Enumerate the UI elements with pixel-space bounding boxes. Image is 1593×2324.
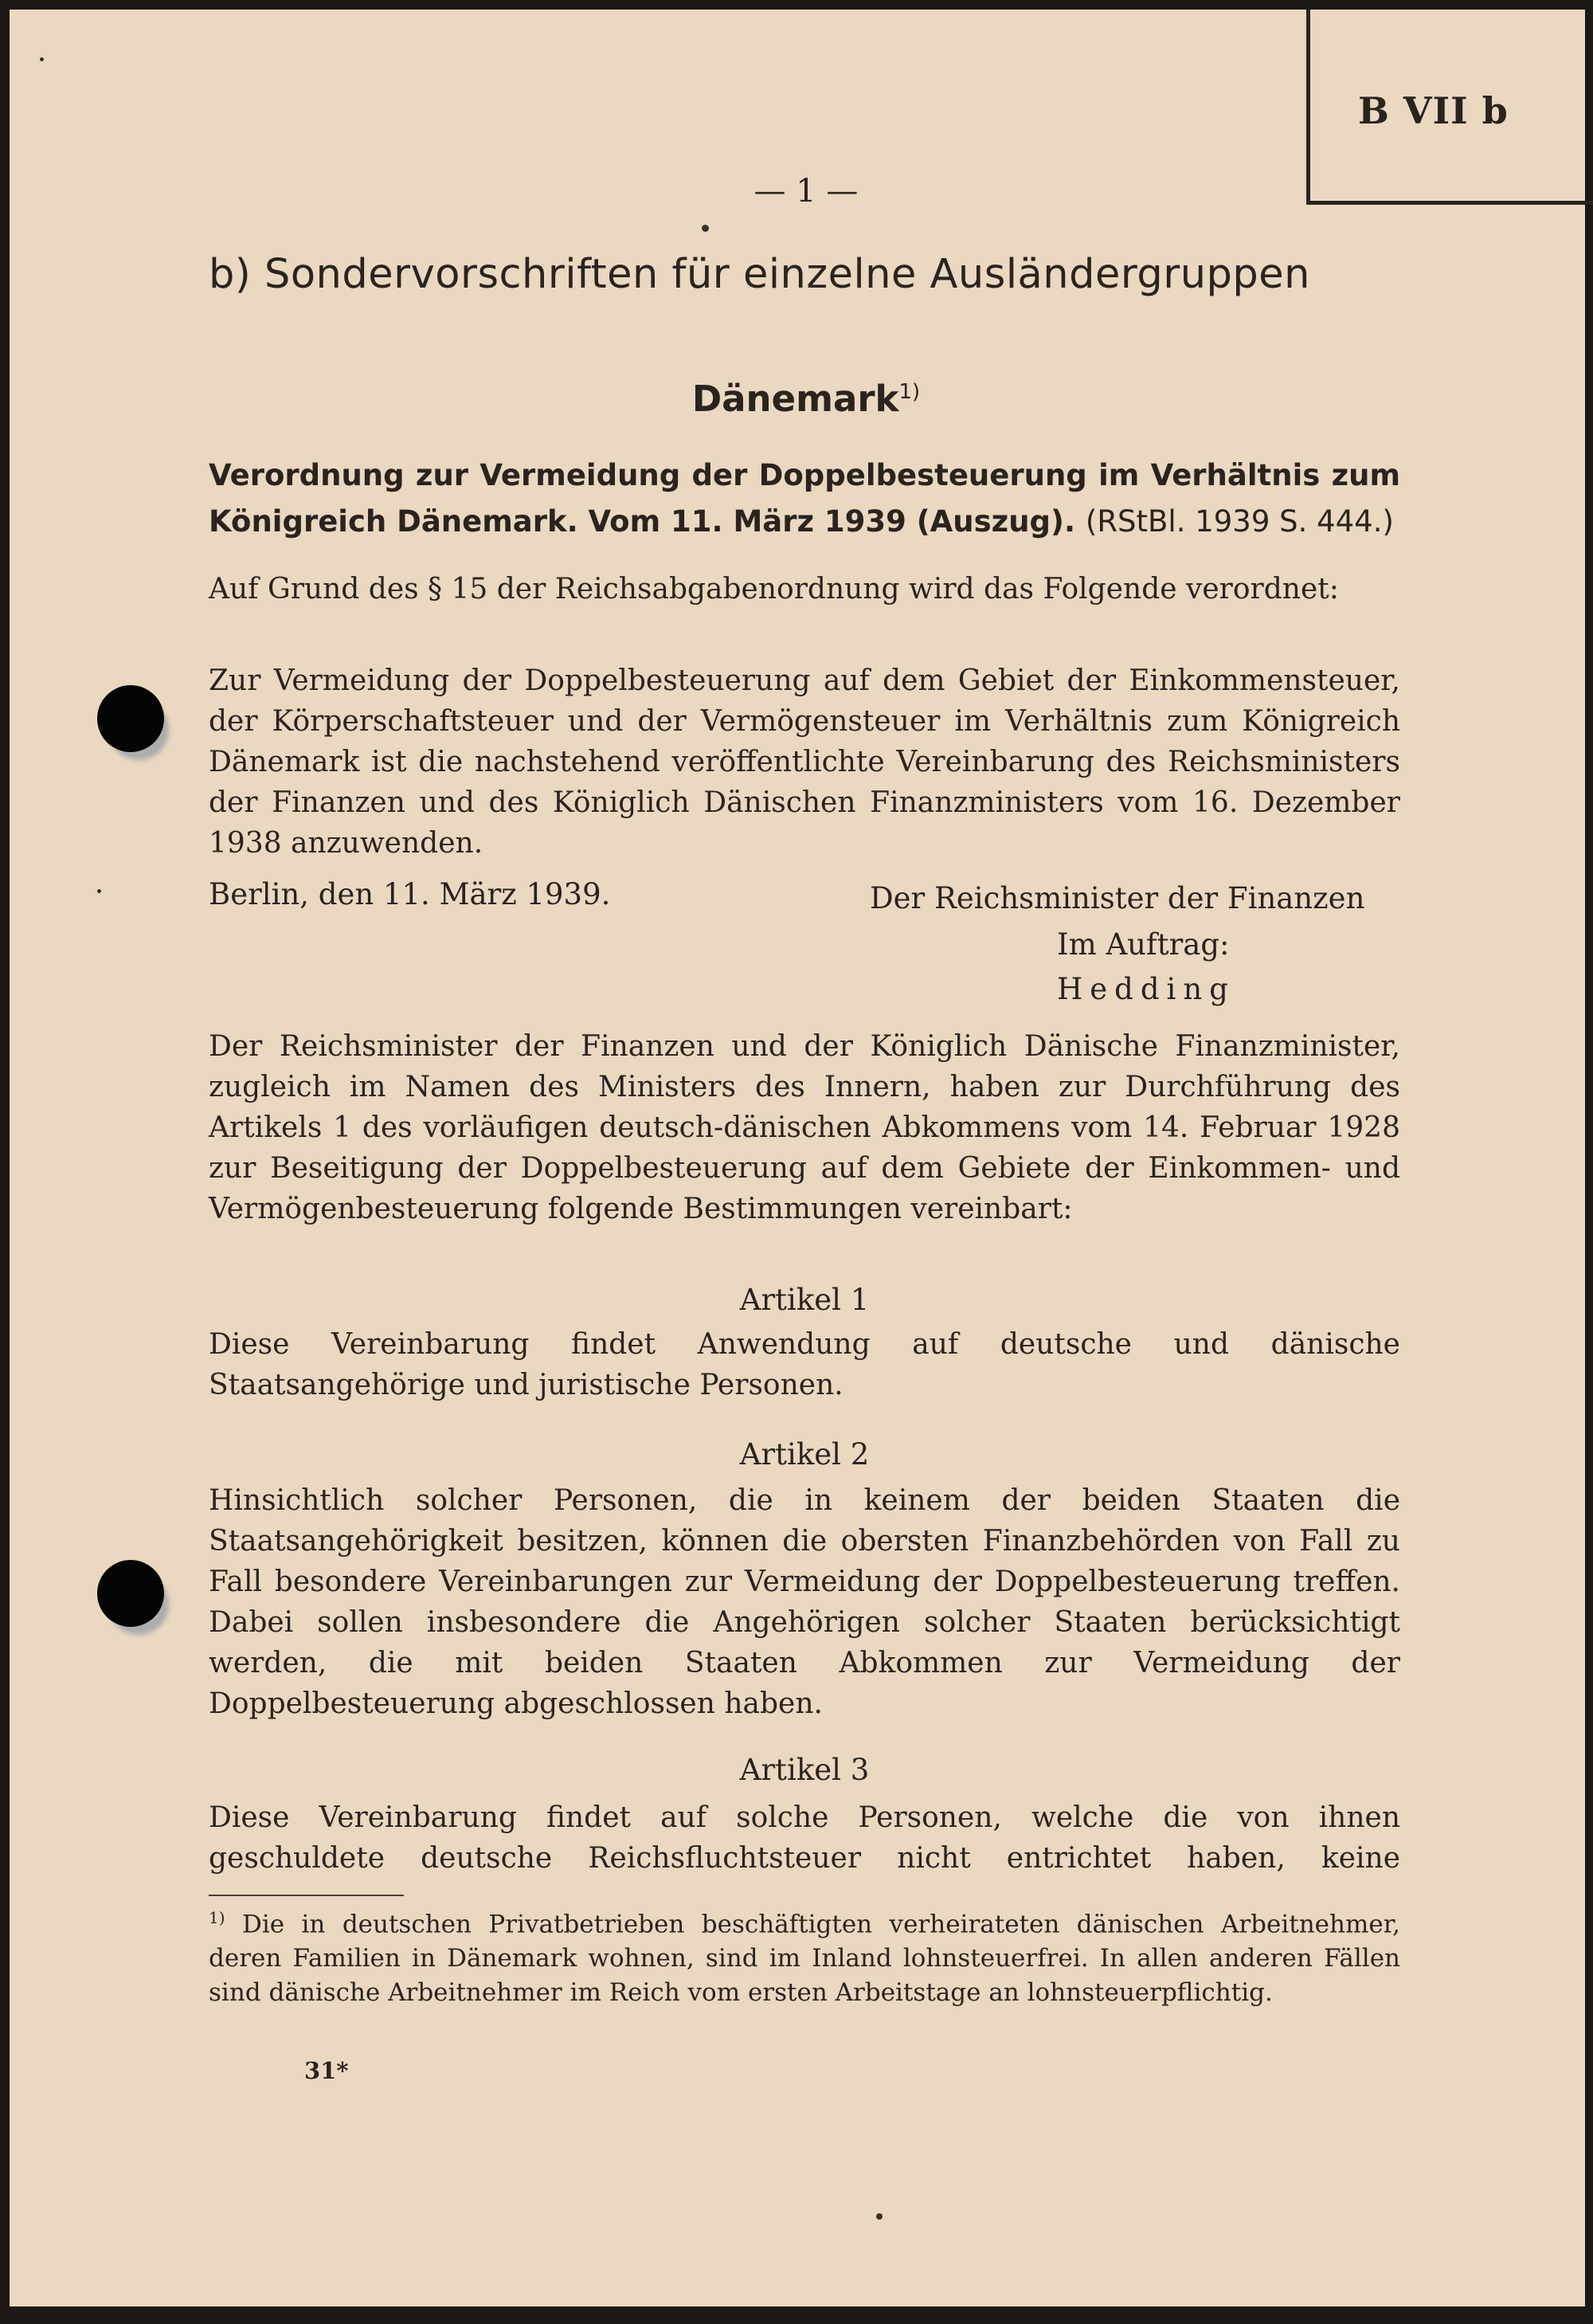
footnote-reference: 1): [898, 380, 921, 404]
ordinance-citation: (RStBl. 1939 S. 444.): [1085, 504, 1394, 539]
ink-speck: [40, 57, 44, 61]
agreement-intro: Der Reichsminister der Finanzen und der Königlich Dänische Finanzminister, zugleich im Namen des Ministers des Innern, haben zur Durchführung des Artikels 1 des vorläufigen deutsch-dänischen Abkommens vom 14. Februar 1928 zur Beseitigung der Doppelbesteuerung auf dem Gebiete der Einkommen- und Vermögenbesteuerung folgende Bestimmungen vereinbart:: [209, 1030, 1400, 1225]
signature-code: B VII b: [1358, 89, 1509, 132]
article-text: Diese Vereinbarung findet Anwendung auf deutsche und dänische Staatsangehörige und juristische Personen.: [209, 1328, 1400, 1401]
footnote-divider: [209, 1895, 404, 1896]
country-heading: [567, 378, 1045, 420]
page-number: — 1 —: [753, 173, 859, 210]
signature-place-date: Berlin, den 11. März 1939.: [209, 877, 611, 911]
footnote-text: Die in deutschen Privatbetrieben beschäftigten verheirateten dänischen Arbeitnehmer, deren Familien in Dänemark wohnen, sind im Inland lohnsteuerfrei. In allen anderen Fällen sind dänische Arbeitnehmer im Reich vom ersten Arbeitstage an lohnsteuerpflichtig.: [209, 1910, 1400, 2008]
article-title: Artikel 2: [739, 1437, 870, 1472]
ink-speck: [702, 225, 709, 232]
preamble: Auf Grund des § 15 der Reichsabgabenordnung wird das Folgende verordnet:: [209, 573, 1339, 605]
footnote: [209, 1901, 1400, 2010]
decree-text: Zur Vermeidung der Doppelbesteuerung auf dem Gebiet der Einkommensteuer, der Körperschaftsteuer und der Vermögensteuer im Verhältnis zum Königreich Dänemark ist die nachstehend veröffentlichte Vereinbarung des Reichsministers der Finanzen und des Königlich Dänischen Finanzministers vom 16. Dezember 1938 anzuwenden.: [209, 664, 1400, 860]
article-title: Artikel 3: [739, 1753, 870, 1787]
footnote-mark: 1): [209, 1908, 225, 1927]
section-heading: b) Sondervorschriften für einzelne Ausländergruppen: [209, 251, 1311, 298]
sheet-number: 31*: [304, 2057, 349, 2084]
ordinance-title-text: Verordnung zur Vermeidung der Doppelbesteuerung im Verhältnis zum Königreich Dänemark. Vom 11. März 1939 (Auszug).: [209, 458, 1400, 539]
signature-box: [1306, 10, 1593, 205]
ink-speck: [97, 889, 101, 893]
article-title: Artikel 1: [739, 1283, 870, 1317]
article-text: Diese Vereinbarung findet auf solche Personen, welche die von ihnen geschuldete deutsche Reichsfluchtsteuer nicht entrichtet haben, keine: [209, 1801, 1400, 1875]
ink-speck: [876, 2213, 883, 2220]
country-name: Dänemark: [691, 378, 899, 420]
ordinance-title: [209, 453, 1400, 545]
signature-on-behalf: Im Auftrag:: [1057, 927, 1230, 962]
article-text: Hinsichtlich solcher Personen, die in keinem der beiden Staaten die Staatsangehörigkeit besitzen, können die obersten Finanzbehörden von Fall zu Fall besondere Vereinbarungen zur Vermeidung der Doppelbesteuerung treffen. Dabei sollen insbesondere die Angehörigen solcher Staaten berücksichtigt werden, die mit beiden Staaten Abkommen zur Vermeidung der Doppelbesteuerung abgeschlossen haben.: [209, 1484, 1400, 1720]
punch-hole: [97, 1560, 164, 1627]
signature-name: Hedding: [1057, 972, 1235, 1006]
punch-hole: [97, 685, 164, 752]
signature-minister: Der Reichsminister der Finanzen: [870, 881, 1365, 915]
